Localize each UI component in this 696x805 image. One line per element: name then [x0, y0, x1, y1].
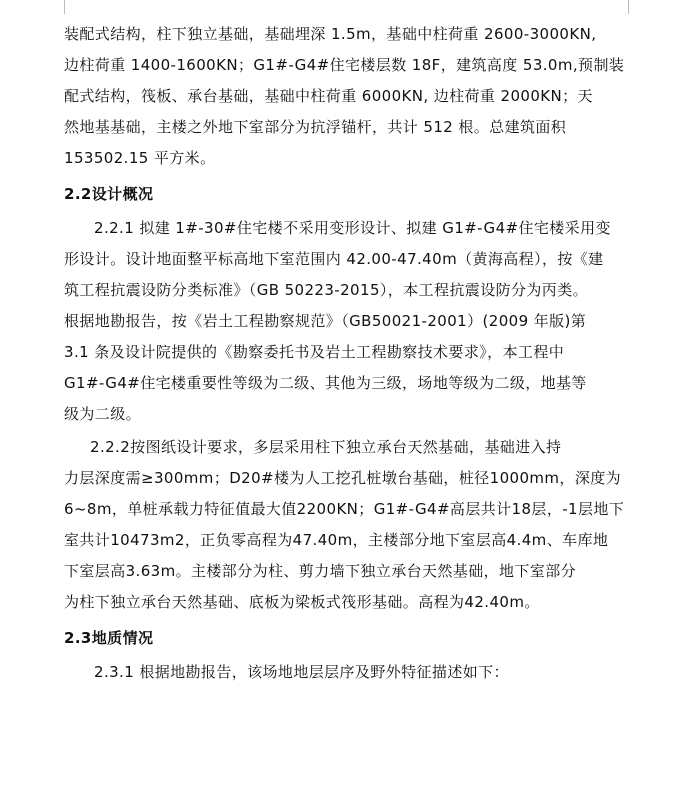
body-text-line: 级为二级。 — [64, 405, 142, 423]
body-text-line: 153502.15 平方米。 — [64, 149, 216, 167]
body-text-line: G1#-G4#住宅楼重要性等级为二级、其他为三级，场地等级为二级，地基等 — [64, 374, 587, 392]
crop-mark-left — [64, 0, 65, 14]
body-text-line: 下室层高3.63m。主楼部分为柱、剪力墙下独立承台天然基础，地下室部分 — [64, 562, 577, 580]
body-text-line: 然地基基础，主楼之外地下室部分为抗浮锚杆，共计 512 根。总建筑面积 — [64, 118, 567, 136]
body-text-line: 筑工程抗震设防分类标准》（GB 50223-2015），本工程抗震设防分为丙类。 — [64, 281, 588, 299]
body-text-line: 为柱下独立承台天然基础、底板为梁板式筏形基础。高程为42.40m。 — [64, 593, 540, 611]
section-heading-2-2: 2.2设计概况 — [64, 185, 154, 203]
body-text-line: 装配式结构，柱下独立基础，基础埋深 1.5m，基础中柱荷重 2600-3000KN, — [64, 25, 597, 43]
body-text-line: 2.2.2按图纸设计要求，多层采用柱下独立承台天然基础，基础进入持 — [90, 438, 562, 456]
crop-mark-right — [628, 0, 629, 14]
section-heading-2-3: 2.3地质情况 — [64, 629, 154, 647]
body-text-line: 2.3.1 根据地勘报告，该场地地层层序及野外特征描述如下： — [94, 663, 509, 681]
body-text-line: 3.1 条及设计院提供的《勘察委托书及岩土工程勘察技术要求》，本工程中 — [64, 343, 565, 361]
body-text-line: 室共计10473m2，正负零高程为47.40m，主楼部分地下室层高4.4m、车库地 — [64, 531, 609, 549]
body-text-line: 根据地勘报告，按《岩土工程勘察规范》（GB50021-2001）(2009 年版)第 — [64, 312, 587, 330]
document-body — [64, 19, 624, 688]
body-text-line: 边柱荷重 1400-1600KN；G1#-G4#住宅楼层数 18F，建筑高度 53.0m,预制装 — [64, 56, 625, 74]
body-text-line: 配式结构，筏板、承台基础，基础中柱荷重 6000KN, 边柱荷重 2000KN；天 — [64, 87, 593, 105]
body-text-line: 2.2.1 拟建 1#-30#住宅楼不采用变形设计、拟建 G1#-G4#住宅楼采用变 — [94, 219, 611, 237]
body-text-line: 6~8m，单桩承载力特征值最大值2200KN；G1#-G4#高层共计18层，-1层地下 — [64, 500, 625, 518]
body-text-line: 形设计。设计地面整平标高地下室范围内 42.00-47.40m（黄海高程），按《建 — [64, 250, 604, 268]
body-text-line: 力层深度需≥300mm；D20#楼为人工挖孔桩墩台基础，桩径1000mm，深度为 — [64, 469, 622, 487]
